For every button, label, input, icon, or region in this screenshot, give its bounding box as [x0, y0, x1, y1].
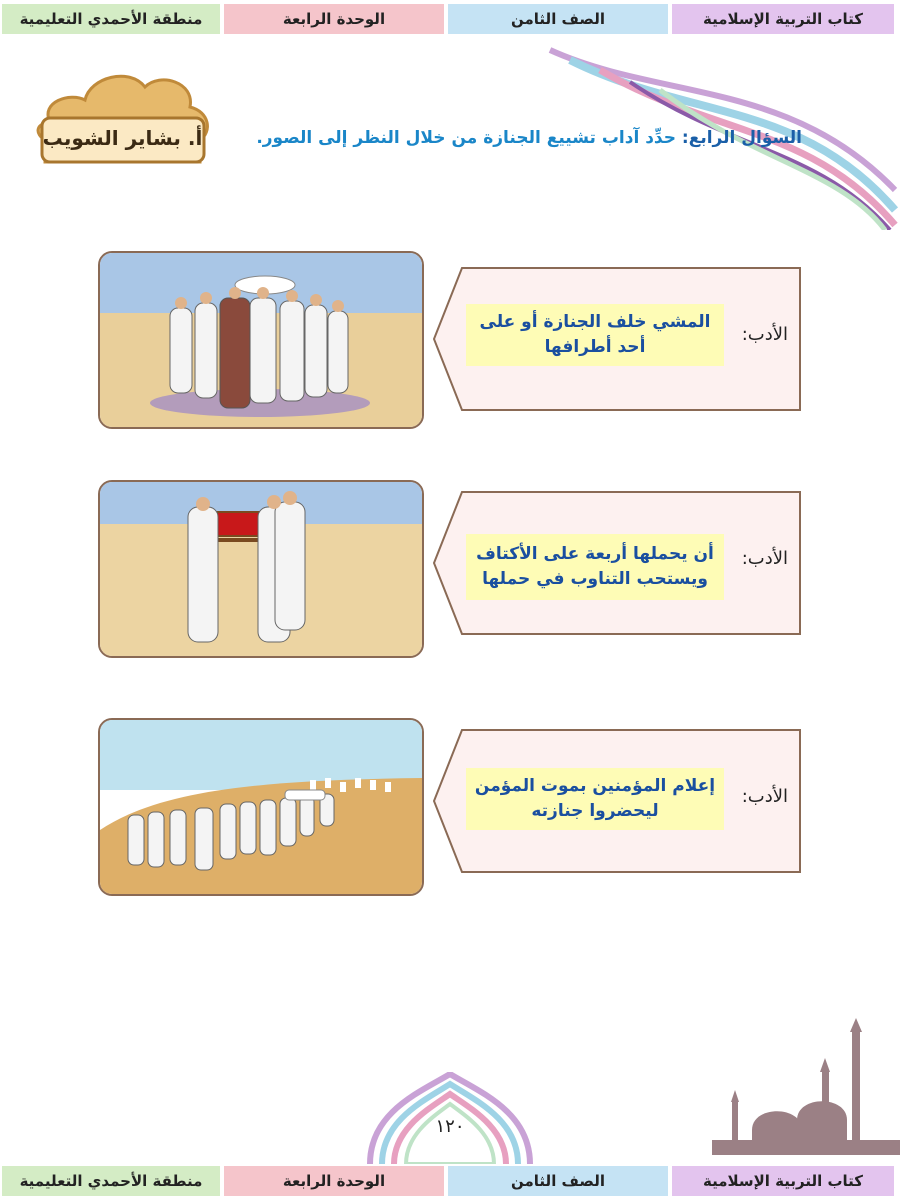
header-tab-district: منطقة الأحمدي التعليمية — [2, 4, 220, 34]
question-heading — [242, 128, 802, 148]
adab-answer-1: المشي خلف الجنازة أو على أحد أطرافها — [466, 304, 724, 366]
carrying-bier-illustration — [100, 482, 422, 656]
scene-image-1 — [98, 251, 424, 429]
scene-image-2 — [98, 480, 424, 658]
header-tab-unit: الوحدة الرابعة — [224, 4, 444, 34]
footer-tab-unit: الوحدة الرابعة — [224, 1166, 444, 1196]
mosque-silhouette-decoration — [712, 1010, 900, 1160]
adab-card-1 — [432, 266, 802, 412]
scene-image-3 — [98, 718, 424, 896]
adab-card-3 — [432, 728, 802, 874]
question-label: السؤال الرابع: — [681, 128, 802, 148]
cemetery-procession-illustration — [100, 720, 422, 894]
footer-tab-district: منطقة الأحمدي التعليمية — [2, 1166, 220, 1196]
adab-label-2: الأدب: — [741, 548, 788, 569]
question-text: حدِّد آداب تشييع الجنازة من خلال النظر إلى الصور. — [256, 128, 676, 148]
footer-tab-grade: الصف الثامن — [448, 1166, 668, 1196]
header-tab-book: كتاب التربية الإسلامية — [672, 4, 894, 34]
header-bar — [0, 4, 900, 34]
adab-answer-3: إعلام المؤمنين بموت المؤمن ليحضروا جنازته — [466, 768, 724, 830]
funeral-procession-illustration — [100, 253, 422, 427]
footer-tab-book: كتاب التربية الإسلامية — [672, 1166, 894, 1196]
page-number: ١٢٠ — [435, 1116, 465, 1137]
header-tab-grade: الصف الثامن — [448, 4, 668, 34]
adab-label-3: الأدب: — [741, 786, 788, 807]
footer-bar — [0, 1166, 900, 1196]
adab-label-1: الأدب: — [741, 324, 788, 345]
adab-card-2 — [432, 490, 802, 636]
adab-answer-2: أن يحملها أربعة على الأكتاف ويستحب التناوب في حملها — [466, 534, 724, 600]
teacher-name: أ. بشاير الشويب — [42, 126, 203, 150]
